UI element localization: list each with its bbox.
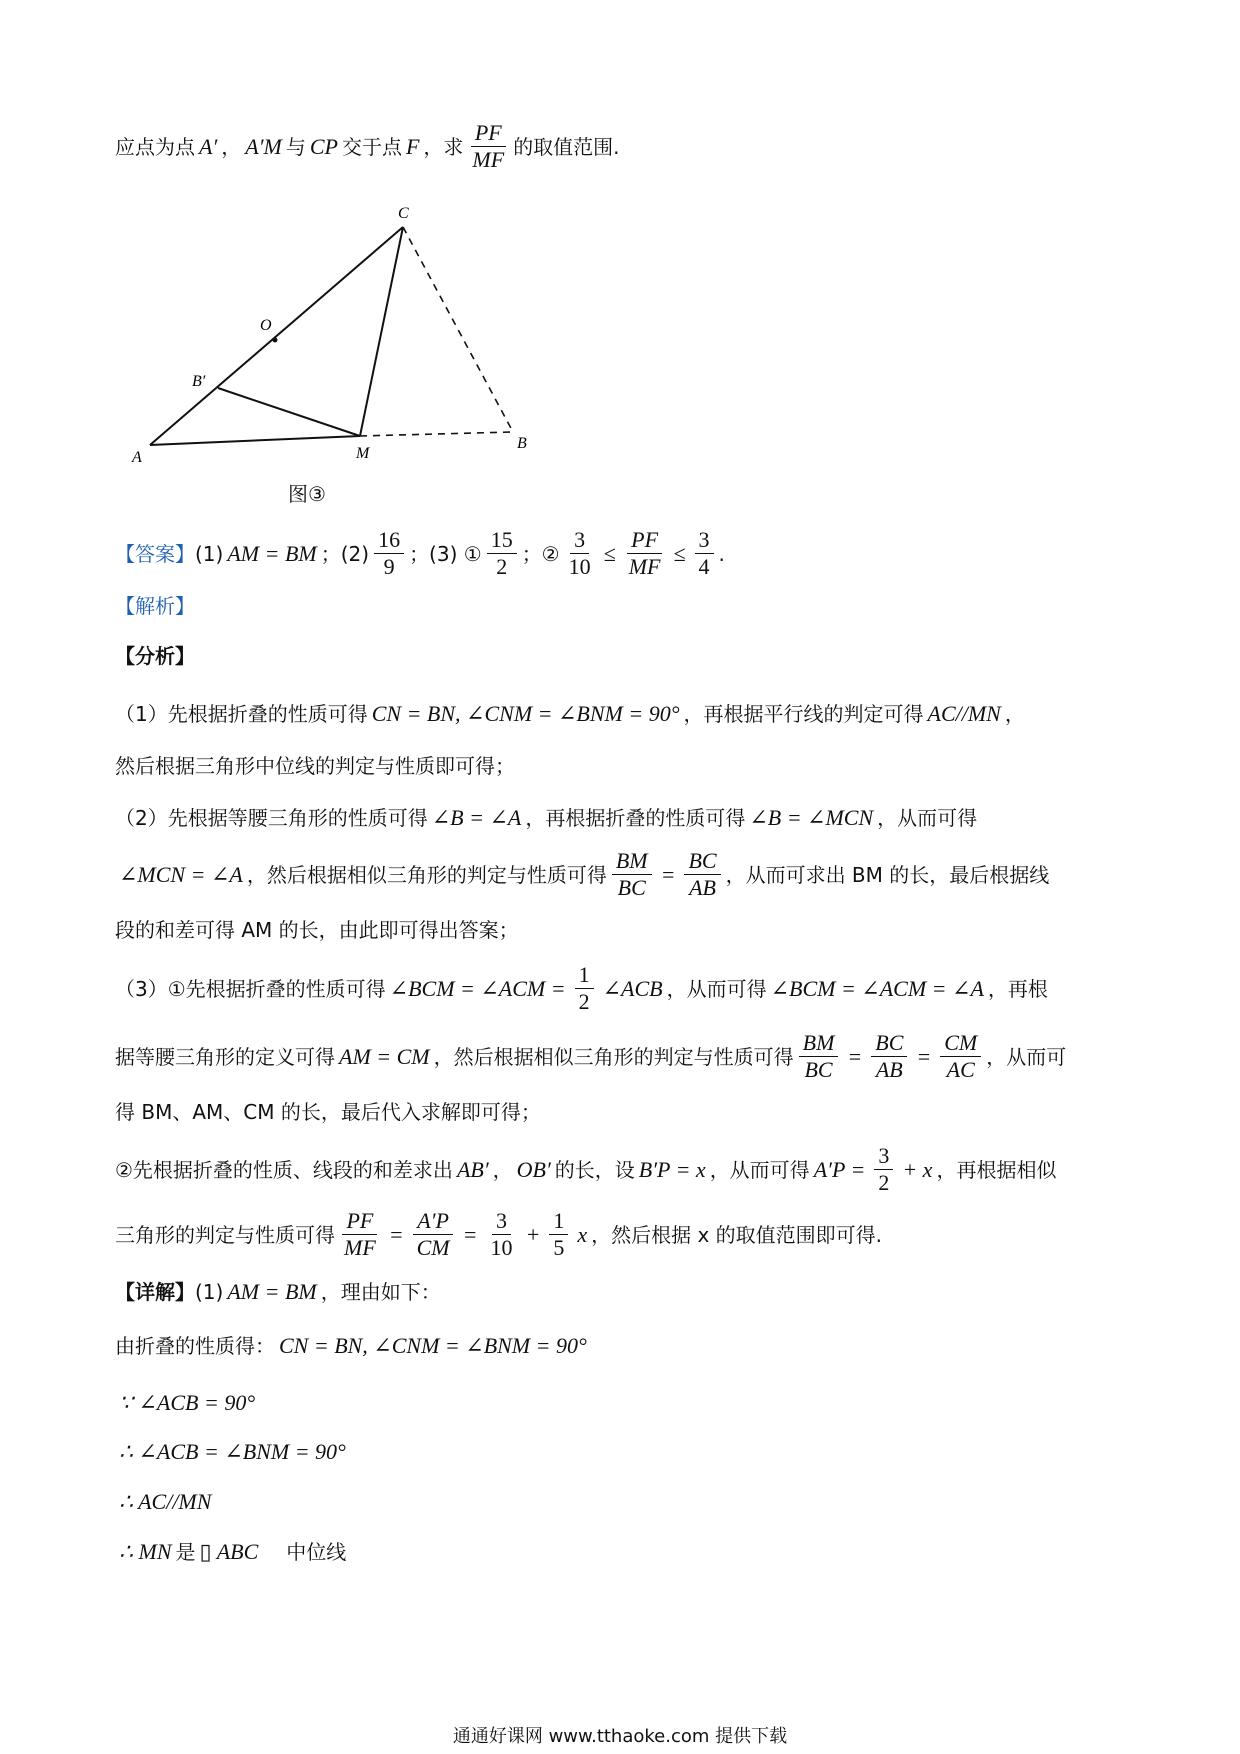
text: 段的和差可得 AM 的长，由此即可得出答案； — [115, 918, 519, 942]
math: OB′ — [516, 1157, 551, 1183]
analysis-line-2 — [115, 750, 1140, 782]
math: = — [847, 1044, 863, 1070]
text: 据等腰三角形的定义可得 — [115, 1044, 335, 1069]
label-Bprime: B′ — [192, 373, 206, 390]
fraction: $\frac{BM}{BC}$ — [799, 1030, 839, 1084]
question-tail-line — [115, 120, 1140, 174]
fraction: $\frac{3}{2}$ — [874, 1143, 893, 1197]
fraction: $\frac{BC}{AB}$ — [684, 848, 720, 902]
text: （1）先根据折叠的性质可得 — [115, 701, 368, 726]
text: 得 BM、AM、CM 的长，最后代入求解即可得； — [115, 1100, 541, 1124]
text: 是 — [175, 1539, 196, 1564]
detail-line-4 — [115, 1434, 1140, 1469]
text: ， — [221, 134, 242, 159]
text: (1) — [195, 1279, 224, 1304]
fraction: $\frac{PF}{MF}$ — [472, 120, 505, 173]
answer-tag: 【答案】 — [115, 541, 195, 566]
math: = — [916, 1044, 932, 1070]
detail-tag: 【详解】 — [115, 1279, 195, 1304]
fraction: $\frac{3}{4}$ — [695, 527, 714, 581]
segment-CB-dashed — [403, 227, 513, 432]
label-C: C — [398, 205, 409, 222]
point-O — [273, 338, 278, 343]
math: ▯ ABC — [199, 1539, 259, 1564]
text: ②先根据折叠的性质、线段的和差求出 — [115, 1157, 453, 1182]
fraction: $\frac{1}{5}$ — [549, 1208, 568, 1262]
analysis-line-10 — [115, 1208, 1140, 1262]
text: 的取值范围. — [513, 134, 620, 159]
text: ，再根据相似 — [936, 1157, 1057, 1182]
analysis-line-3 — [115, 800, 1140, 835]
text: (1) — [195, 541, 224, 566]
text: ，然后根据 x 的取值范围即可得. — [591, 1222, 883, 1247]
figure-caption: 图③ — [288, 482, 326, 506]
text: 与 — [285, 134, 306, 159]
math: = — [462, 1222, 478, 1248]
math: + — [525, 1222, 541, 1248]
text: ， — [1004, 701, 1025, 726]
text: ，从而可得 — [709, 1157, 810, 1182]
math: AM = CM — [339, 1044, 430, 1070]
fraction: $\frac{PF}{MF}$ — [628, 527, 661, 580]
analysis-line-6 — [115, 962, 1140, 1016]
text: ，求 — [423, 134, 464, 159]
math: CN = BN, ∠CNM = ∠BNM = 90° — [371, 701, 680, 726]
text: ；(2) — [320, 541, 370, 566]
text: 三角形的判定与性质可得 — [115, 1222, 335, 1247]
detail-line-1 — [115, 1274, 1140, 1309]
text: （2）先根据等腰三角形的性质可得 — [115, 805, 428, 830]
analysis-line-1 — [115, 696, 1140, 731]
geometry-figure — [120, 200, 560, 510]
text: ，从而可得 — [877, 805, 978, 830]
math: + x — [902, 1157, 933, 1183]
segment-AM — [150, 436, 360, 445]
fraction: $\frac{A'P}{CM}$ — [413, 1208, 454, 1262]
text: ，理由如下： — [320, 1279, 441, 1304]
math: B′P = x — [638, 1157, 706, 1183]
analysis-line-4 — [115, 848, 1140, 902]
math: CN = BN, ∠CNM = ∠BNM = 90° — [279, 1333, 587, 1358]
fenxi-tag: 【分析】 — [115, 644, 195, 668]
fraction: $\frac{15}{2}$ — [487, 527, 517, 581]
math: x — [577, 1222, 588, 1248]
fraction: $\frac{1}{2}$ — [575, 962, 594, 1016]
segment-MB-dashed — [360, 432, 513, 436]
math: = — [388, 1222, 404, 1248]
detail-line-5 — [115, 1484, 1140, 1519]
analysis-line-9 — [115, 1143, 1140, 1197]
text: 交于点 — [341, 134, 402, 159]
math: ∴ MN — [119, 1539, 172, 1564]
label-O: O — [260, 317, 272, 334]
text: ，从而可得 — [666, 976, 767, 1001]
fraction: $\frac{BM}{BC}$ — [612, 848, 652, 902]
math: ∴ ∠ACB = ∠BNM = 90° — [119, 1439, 346, 1464]
text: ，然后根据相似三角形的判定与性质可得 — [246, 862, 607, 887]
math: = — [660, 862, 676, 888]
math: A′P = — [813, 1157, 866, 1183]
triangle-diagram — [120, 200, 560, 510]
math: ∠B = ∠A — [431, 805, 522, 830]
text: ，然后根据相似三角形的判定与性质可得 — [433, 1044, 794, 1069]
analysis-line-5 — [115, 914, 1140, 946]
text: ，从而可求出 BM 的长，最后根据线 — [725, 862, 1050, 887]
text: ， — [492, 1157, 513, 1182]
math: AC//MN — [927, 701, 1001, 726]
text: ，再根据折叠的性质可得 — [525, 805, 746, 830]
text: ，再根 — [987, 976, 1048, 1001]
math: CP — [309, 134, 338, 160]
text: 然后根据三角形中位线的判定与性质即可得； — [115, 754, 515, 778]
math: ≤ — [603, 541, 616, 567]
jiexi-tag: 【解析】 — [115, 594, 195, 618]
analysis-line-7 — [115, 1030, 1140, 1084]
fraction: $\frac{BC}{AB}$ — [871, 1030, 907, 1084]
analysis-line-8 — [115, 1096, 1140, 1128]
math: ∵ ∠ACB = 90° — [119, 1390, 256, 1415]
math: AB′ — [456, 1157, 489, 1183]
fraction: $\frac{3}{10}$ — [490, 1208, 513, 1261]
math: ∠BCM = ∠ACM = ∠A — [770, 976, 984, 1002]
math: F — [405, 134, 420, 160]
answer-line — [115, 527, 1140, 581]
math: AM = BM — [227, 541, 317, 567]
fraction: $\frac{CM}{AC}$ — [940, 1030, 981, 1084]
text: 中位线 — [286, 1539, 347, 1564]
math: A′M — [245, 134, 282, 160]
text: 应点为点 — [115, 134, 195, 159]
fraction: $\frac{16}{9}$ — [374, 527, 404, 581]
detail-line-6 — [115, 1534, 1140, 1569]
fraction: $\frac{3}{10}$ — [568, 527, 591, 580]
text: 的长，设 — [554, 1157, 635, 1182]
label-A: A — [132, 449, 142, 466]
math: AM = BM — [227, 1279, 317, 1304]
text: 由折叠的性质得： — [115, 1333, 275, 1358]
footer-watermark: 通通好课网 www.tthaoke.com 提供下载 — [452, 1726, 788, 1747]
detail-line-3 — [115, 1385, 1140, 1420]
segment-BprimeM — [218, 388, 360, 436]
math: ∠MCN = ∠A — [119, 862, 243, 888]
math: ∠ACB — [602, 976, 663, 1002]
math: A′ — [199, 134, 218, 160]
math: ∠B = ∠MCN — [749, 805, 874, 830]
label-M: M — [356, 445, 370, 462]
text: ，再根据平行线的判定可得 — [683, 701, 924, 726]
text: ；② — [521, 541, 560, 566]
math: ≤ — [673, 541, 686, 567]
text: ，从而可 — [986, 1044, 1067, 1069]
fraction: $\frac{PF}{MF}$ — [344, 1208, 376, 1261]
text: ；(3) ① — [409, 541, 482, 566]
label-B: B — [517, 435, 527, 452]
text: . — [718, 541, 725, 566]
math: ∴ AC//MN — [119, 1489, 212, 1514]
text: （3）①先根据折叠的性质可得 — [115, 976, 386, 1001]
math: ∠BCM = ∠ACM = — [389, 976, 566, 1002]
detail-line-2 — [115, 1328, 1140, 1363]
